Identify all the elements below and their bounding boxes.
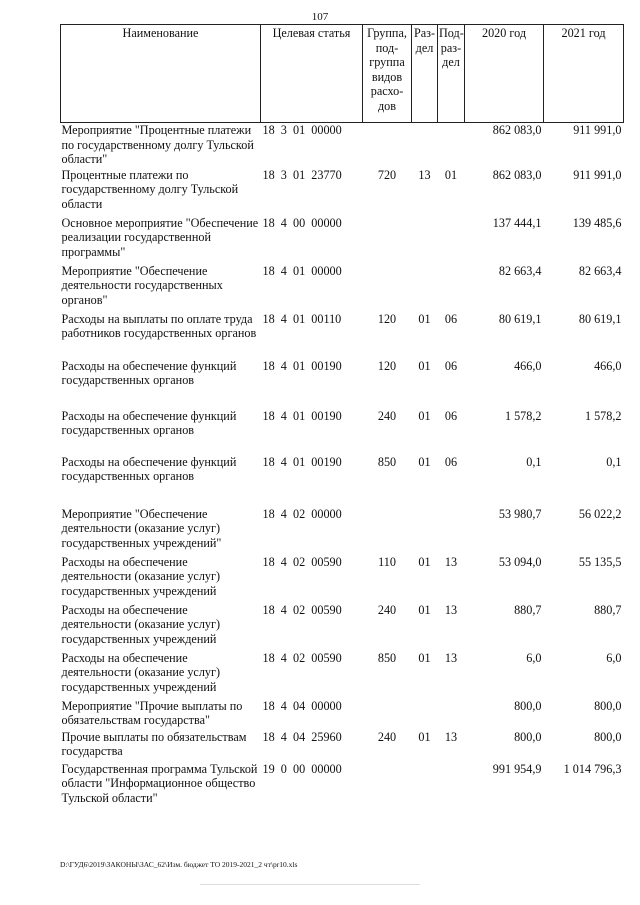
cell-name: Расходы на обеспечение функций государственных органов [61,454,237,483]
cell-name: Процентные платежи по государственному долгу Тульской области [61,167,239,211]
cell-subsection [438,216,465,264]
cell-name: Расходы на обеспечение функций государственных органов [61,358,237,387]
cell-2021: 880,7 [594,602,622,617]
cell-2020: 880,7 [514,602,542,617]
cell-2021: 0,1 [606,454,622,469]
table-row [61,730,624,762]
cell-subsection [438,264,465,312]
cell-group: 240 [377,602,397,617]
cell-2020: 862 083,0 [492,167,542,182]
cell-2020: 800,0 [514,698,542,713]
table-row [61,264,624,312]
cell-2020: 466,0 [514,358,542,373]
header-group: Группа, под- группа видов расхо- дов [363,25,412,123]
cell-section [412,216,438,264]
cell-section: 01 [418,650,431,665]
table-row [61,555,624,603]
cell-section [412,264,438,312]
cell-2020: 137 444,1 [492,215,542,230]
cell-group [363,216,412,264]
cell-group: 850 [377,454,397,469]
cell-2020: 82 663,4 [498,263,542,278]
cell-2021: 6,0 [606,650,622,665]
cell-2021: 82 663,4 [578,263,622,278]
table-row [61,359,624,409]
cell-group: 120 [377,311,397,326]
table-row [61,455,624,507]
cell-name: Расходы на обеспечение функций государственных органов [61,408,237,437]
cell-target: 18 4 02 00590 [262,650,342,665]
cell-target: 18 4 02 00000 [262,506,342,521]
cell-group [363,264,412,312]
cell-name: Расходы на обеспечение деятельности (оказание услуг) государственных учреждений [61,602,221,646]
cell-group [363,507,412,555]
cell-name: Прочие выплаты по обязательствам государства [61,729,247,758]
cell-2021: 1 014 796,3 [563,761,622,776]
cell-2020: 6,0 [526,650,542,665]
header-name: Наименование [61,25,261,123]
cell-name: Основное мероприятие "Обеспечение реализации государственной программы" [61,215,259,259]
cell-2021: 800,0 [594,698,622,713]
cell-2021: 800,0 [594,729,622,744]
cell-name: Расходы на обеспечение деятельности (оказание услуг) государственных учреждений [61,650,221,694]
header-2020: 2020 год [465,25,544,123]
cell-group: 850 [377,650,397,665]
cell-subsection [438,699,465,730]
table-row [61,651,624,699]
cell-group [363,762,412,826]
cell-target: 18 4 02 00590 [262,602,342,617]
cell-2020: 53 980,7 [498,506,542,521]
header-2021: 2021 год [544,25,624,123]
table-row [61,216,624,264]
page-number: 107 [311,11,329,23]
cell-2021: 139 485,6 [572,215,622,230]
cell-subsection [438,762,465,826]
table-row [61,312,624,359]
header-target: Целевая статья [261,25,363,123]
cell-subsection: 06 [444,358,458,373]
cell-2020: 1 578,2 [504,408,542,423]
cell-section [412,123,438,168]
cell-section: 01 [418,602,431,617]
cell-subsection: 13 [444,729,458,744]
cell-target: 18 4 04 25960 [262,729,342,744]
cell-name: Мероприятие "Обеспечение деятельности (оказание услуг) государственных учреждений" [61,506,222,550]
cell-group: 720 [377,167,397,182]
cell-2021: 911 991,0 [573,123,622,137]
cell-section [412,762,438,826]
cell-section [412,507,438,555]
table-row [61,699,624,730]
cell-name: Расходы на обеспечение деятельности (оказание услуг) государственных учреждений [61,554,221,598]
cell-name: Мероприятие "Прочие выплаты по обязательствам государства" [61,698,243,727]
cell-section: 01 [418,454,431,469]
scan-artifact-line [200,884,420,885]
cell-subsection: 13 [444,602,458,617]
cell-target: 18 4 04 00000 [262,698,342,713]
table-row [61,603,624,651]
cell-2020: 800,0 [514,729,542,744]
cell-section: 01 [418,358,431,373]
cell-section: 13 [418,167,431,182]
header-section: Раз- дел [412,25,438,123]
file-path-footer: D:\ГУД6\2019\ЗАКОНЫ\ЗАС_62\Изм. бюджет ТО 2019-2021_2 чт\pr10.xls [60,860,298,869]
cell-subsection: 13 [444,650,458,665]
cell-2020: 991 954,9 [492,761,542,776]
cell-2021: 911 991,0 [573,167,622,182]
cell-name: Мероприятие "Обеспечение деятельности государственных органов" [61,263,223,307]
cell-subsection: 06 [444,311,458,326]
cell-target: 18 4 00 00000 [262,215,342,230]
cell-target: 19 0 00 00000 [262,761,342,776]
cell-subsection: 01 [444,167,458,182]
cell-target: 18 4 01 00190 [262,358,342,373]
cell-target: 18 4 01 00190 [262,408,342,423]
cell-name: Мероприятие "Процентные платежи по государственному долгу Тульской области" [61,123,254,166]
cell-section: 01 [418,408,431,423]
cell-2020: 862 083,0 [492,123,542,137]
table-row [61,409,624,455]
cell-subsection: 06 [444,408,458,423]
table-row [61,762,624,826]
table-row [61,123,624,168]
budget-table [60,24,624,826]
cell-2020: 0,1 [526,454,542,469]
table-row [61,168,624,216]
table-row [61,507,624,555]
cell-subsection: 06 [444,454,458,469]
header-subsection: Под- раз- дел [438,25,465,123]
cell-section: 01 [418,311,431,326]
cell-group: 240 [377,408,397,423]
cell-subsection [438,507,465,555]
cell-target: 18 4 01 00190 [262,454,342,469]
cell-group: 110 [378,554,396,569]
cell-section [412,699,438,730]
cell-target: 18 4 01 00000 [262,263,342,278]
header-row [61,25,624,123]
cell-subsection: 13 [444,554,458,569]
cell-target: 18 3 01 23770 [262,167,342,182]
cell-2021: 466,0 [594,358,622,373]
cell-group [363,699,412,730]
cell-section: 01 [418,554,431,569]
cell-group [363,123,412,168]
cell-name: Государственная программа Тульской области "Информационное общество Тульской области" [61,761,258,805]
cell-subsection [438,123,465,168]
cell-2020: 53 094,0 [498,554,542,569]
cell-2021: 55 135,5 [578,554,622,569]
cell-2021: 1 578,2 [584,408,622,423]
cell-2020: 80 619,1 [498,311,542,326]
cell-group: 120 [377,358,397,373]
cell-2021: 80 619,1 [578,311,622,326]
cell-section: 01 [418,729,431,744]
cell-target: 18 3 01 00000 [262,123,342,137]
cell-target: 18 4 02 00590 [262,554,342,569]
cell-group: 240 [377,729,397,744]
cell-target: 18 4 01 00110 [262,311,342,326]
cell-2021: 56 022,2 [578,506,622,521]
cell-name: Расходы на выплаты по оплате труда работников государственных органов [61,311,257,340]
